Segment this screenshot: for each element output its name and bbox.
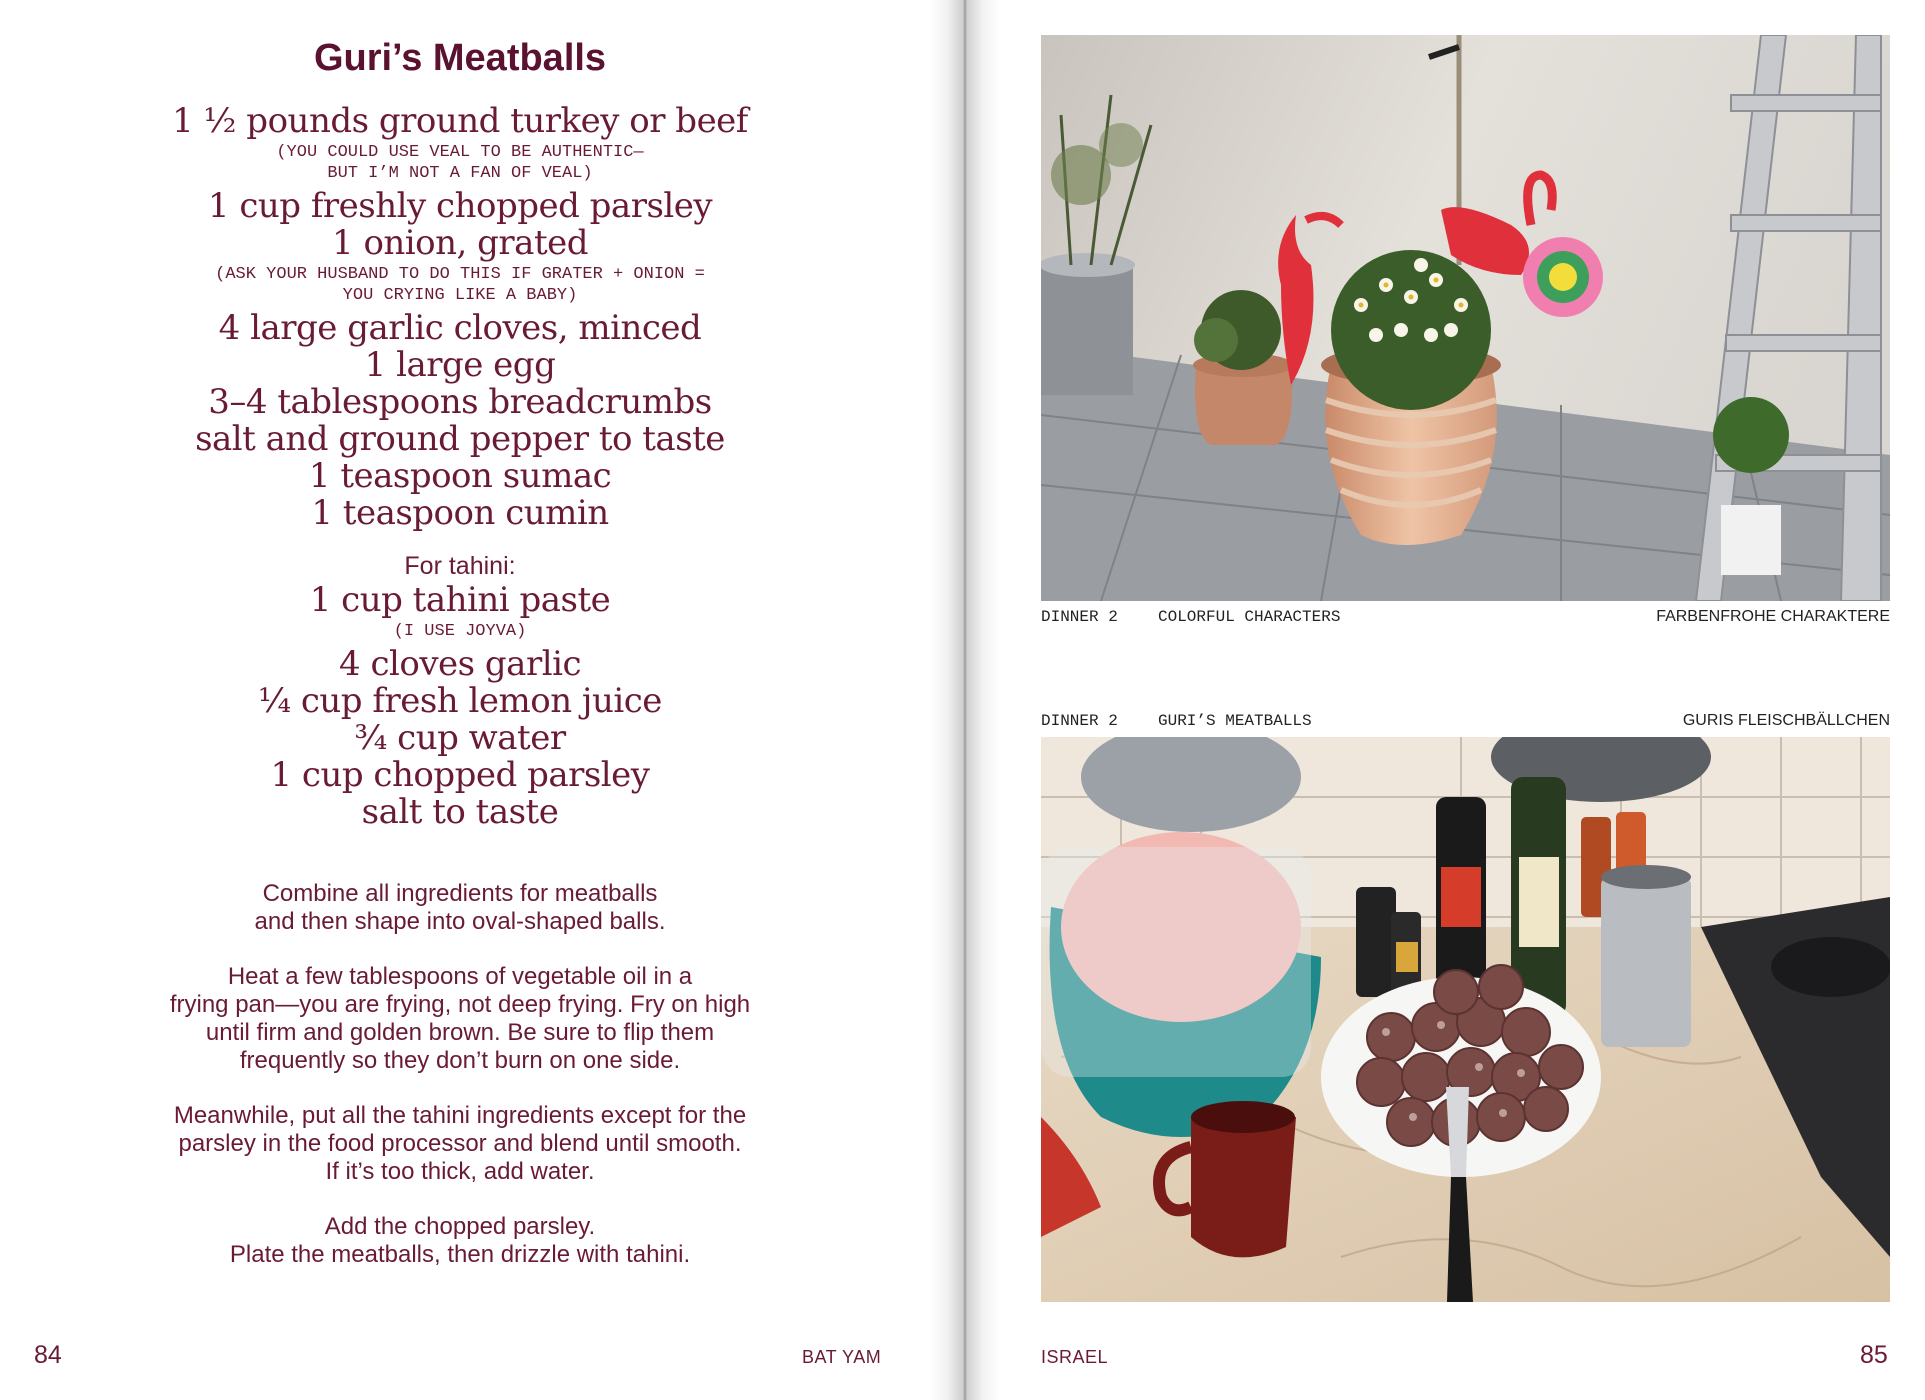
caption-title-bottom: GURI’S MEATBALLS <box>1158 712 1312 730</box>
ingredient-note-line: (ASK YOUR HUSBAND TO DO THIS IF GRATER + ONION = <box>215 265 705 284</box>
method-instructions <box>0 880 920 1296</box>
method-line: Add the chopped parsley. <box>324 1213 596 1240</box>
ingredient-line: 1 cup freshly chopped parsley <box>207 186 713 226</box>
ingredient-line: 1 onion, grated <box>332 223 588 263</box>
photo-meatballs <box>1041 737 1890 1302</box>
recipe-title: Guri’s Meatballs <box>313 37 607 79</box>
ingredient-note-line: (YOU COULD USE VEAL TO BE AUTHENTIC— <box>276 143 644 162</box>
method-line: If it’s too thick, add water. <box>325 1158 595 1185</box>
caption-section-bottom: DINNER 2 <box>1041 712 1118 730</box>
ingredient-line: 1 teaspoon sumac <box>308 456 612 496</box>
tahini-note: (I USE JOYVA) <box>393 622 527 641</box>
ingredient-line: salt and ground pepper to taste <box>195 419 725 459</box>
page-number-right: 85 <box>1860 1341 1888 1369</box>
method-line: frying pan—you are frying, not deep frying. Fry on high <box>169 991 751 1018</box>
method-line: Heat a few tablespoons of vegetable oil in a <box>227 963 693 990</box>
tahini-ingredient-line: 1 cup chopped parsley <box>270 755 650 795</box>
method-line: until firm and golden brown. Be sure to flip them <box>205 1019 715 1046</box>
caption-german-top: FARBENFROHE CHARAKTERE <box>1656 608 1890 625</box>
method-line: Meanwhile, put all the tahini ingredients except for the <box>173 1102 747 1129</box>
caption-title-top: COLORFUL CHARACTERS <box>1158 608 1341 626</box>
running-footer-right: ISRAEL <box>1041 1347 1109 1367</box>
ingredient-note-line: YOU CRYING LIKE A BABY) <box>342 286 578 305</box>
ingredient-line: 1 teaspoon cumin <box>311 493 609 533</box>
ingredient-note <box>0 142 920 184</box>
method-step <box>0 963 920 1075</box>
ingredient-note <box>0 264 920 306</box>
running-footer-left: BAT YAM <box>802 1347 882 1367</box>
method-line: Plate the meatballs, then drizzle with tahini. <box>229 1241 691 1268</box>
method-step <box>0 880 920 936</box>
tahini-ingredient-line: ¼ cup fresh lemon juice <box>258 681 662 721</box>
tahini-heading: For tahini: <box>404 552 516 580</box>
ingredient-line: 3–4 tablespoons breadcrumbs <box>208 382 712 422</box>
tahini-ingredient-line: 1 cup tahini paste <box>309 580 611 620</box>
caption-german-bottom: GURIS FLEISCHBÄLLCHEN <box>1682 712 1890 729</box>
method-line: Combine all ingredients for meatballs <box>262 880 658 907</box>
left-page <box>0 0 960 1400</box>
ingredient-line: 1 ½ pounds ground turkey or beef <box>172 101 748 141</box>
caption-section-top: DINNER 2 <box>1041 608 1118 626</box>
method-line: parsley in the food processor and blend until smooth. <box>178 1130 742 1157</box>
method-line: and then shape into oval-shaped balls. <box>254 908 666 935</box>
ingredient-list <box>0 103 920 831</box>
ingredient-note-line: BUT I’M NOT A FAN OF VEAL) <box>327 164 593 183</box>
method-line: frequently so they don’t burn on one side. <box>239 1047 681 1074</box>
method-step <box>0 1213 920 1269</box>
method-step <box>0 1102 920 1186</box>
tahini-ingredient-line: ¾ cup water <box>354 718 566 758</box>
ingredient-line: 1 large egg <box>364 345 556 385</box>
tahini-ingredient-line: salt to taste <box>361 792 559 832</box>
tahini-ingredient-line: 4 cloves garlic <box>339 644 581 684</box>
ingredient-line: 4 large garlic cloves, minced <box>218 308 702 348</box>
photo-flower-pot <box>1041 35 1890 601</box>
page-number-left: 84 <box>34 1341 62 1369</box>
